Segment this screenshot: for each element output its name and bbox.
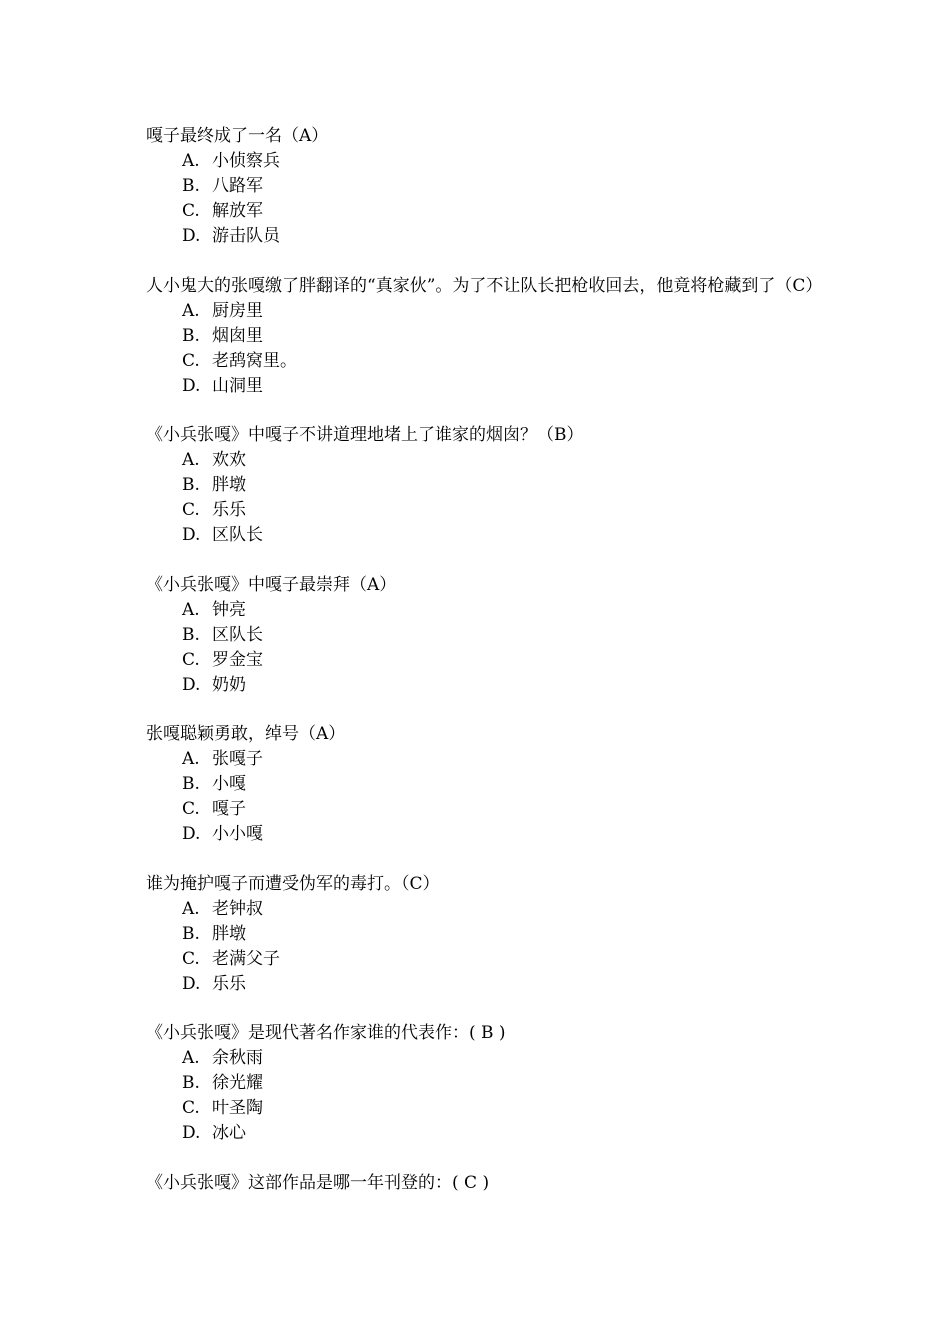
- option-b: [146, 473, 826, 498]
- option-letter: C.: [182, 201, 200, 221]
- option-text: 罗金宝: [212, 649, 263, 670]
- option-letter: A.: [182, 749, 200, 769]
- option-text: 乐乐: [212, 500, 246, 520]
- option-d: [146, 972, 826, 997]
- option-text: 解放军: [212, 201, 263, 221]
- option-letter: A.: [182, 1048, 200, 1068]
- option-text: 小小嘎: [212, 824, 263, 844]
- option-a: [146, 897, 826, 922]
- question-text: 《小兵张嘎》中嘎子最崇拜（A）: [146, 574, 397, 595]
- option-text: 徐光耀: [212, 1073, 263, 1093]
- option-a: [146, 149, 826, 174]
- option-b: [146, 623, 826, 648]
- option-text: 山洞里: [212, 375, 263, 396]
- option-letter: C.: [182, 500, 200, 520]
- option-text: 游击队员: [212, 226, 280, 246]
- question-text: 《小兵张嘎》中嘎子不讲道理地堵上了谁家的烟囱？（B）: [146, 425, 584, 445]
- option-letter: B.: [182, 475, 200, 495]
- option-list: [146, 299, 826, 399]
- question-8: [146, 1171, 826, 1196]
- option-d: [146, 224, 826, 249]
- option-c: [146, 797, 826, 822]
- option-list: [146, 149, 826, 249]
- option-text: 老鸹窝里。: [212, 350, 297, 371]
- question-5: [146, 722, 826, 847]
- option-text: 老钟叔: [212, 898, 263, 919]
- option-letter: A.: [182, 300, 200, 321]
- option-text: 区队长: [212, 525, 263, 545]
- option-letter: C.: [182, 948, 200, 969]
- option-letter: A.: [182, 898, 200, 919]
- question-text: 谁为掩护嘎子而遭受伪军的毒打。（C）: [146, 873, 440, 894]
- option-a: [146, 598, 826, 623]
- option-c: [146, 498, 826, 523]
- option-letter: D.: [182, 824, 201, 844]
- option-text: 小嘎: [212, 774, 246, 794]
- option-b: [146, 1071, 826, 1096]
- quiz-list: [146, 124, 826, 1220]
- option-text: 张嘎子: [212, 749, 263, 769]
- option-text: 欢欢: [212, 450, 246, 470]
- option-letter: D.: [182, 226, 201, 246]
- option-text: 余秋雨: [212, 1048, 263, 1068]
- option-a: [146, 448, 826, 473]
- question-3: [146, 423, 826, 548]
- option-a: [146, 1046, 826, 1071]
- option-d: [146, 822, 826, 847]
- option-text: 叶圣陶: [212, 1098, 263, 1118]
- question-2: [146, 274, 826, 399]
- option-text: 八路军: [212, 176, 263, 196]
- option-c: [146, 1096, 826, 1121]
- option-text: 胖墩: [212, 475, 246, 495]
- question-text: 《小兵张嘎》这部作品是哪一年刊登的：( C ): [146, 1172, 490, 1193]
- option-letter: C.: [182, 1098, 200, 1118]
- option-letter: B.: [182, 1073, 200, 1093]
- option-letter: A.: [182, 599, 200, 620]
- question-text: 嘎子最终成了一名（A）: [146, 126, 329, 146]
- option-b: [146, 772, 826, 797]
- option-text: 厨房里: [212, 300, 263, 321]
- option-letter: A.: [182, 151, 200, 171]
- option-text: 小侦察兵: [212, 151, 280, 171]
- option-list: [146, 897, 826, 997]
- option-text: 乐乐: [212, 973, 246, 994]
- option-text: 奶奶: [212, 674, 246, 695]
- question-6: [146, 872, 826, 997]
- option-list: [146, 1046, 826, 1146]
- option-d: [146, 523, 826, 548]
- question-text: 《小兵张嘎》是现代著名作家谁的代表作：( B ): [146, 1023, 506, 1043]
- option-d: [146, 1121, 826, 1146]
- option-c: [146, 947, 826, 972]
- option-c: [146, 648, 826, 673]
- option-b: [146, 922, 826, 947]
- option-d: [146, 374, 826, 399]
- option-text: 老满父子: [212, 948, 280, 969]
- option-text: 烟囱里: [212, 325, 263, 346]
- option-text: 区队长: [212, 624, 263, 645]
- option-text: 胖墩: [212, 923, 246, 944]
- option-letter: D.: [182, 1123, 201, 1143]
- option-c: [146, 199, 826, 224]
- option-letter: D.: [182, 375, 201, 396]
- question-4: [146, 573, 826, 698]
- question-7: [146, 1021, 826, 1146]
- option-list: [146, 747, 826, 847]
- option-letter: D.: [182, 525, 201, 545]
- option-text: 嘎子: [212, 799, 246, 819]
- question-text: 人小鬼大的张嘎缴了胖翻译的“真家伙”。为了不让队长把枪收回去，他竟将枪藏到了（C）: [146, 275, 823, 296]
- option-letter: B.: [182, 176, 200, 196]
- option-text: 钟亮: [212, 599, 246, 620]
- option-letter: B.: [182, 774, 200, 794]
- option-a: [146, 747, 826, 772]
- option-list: [146, 598, 826, 698]
- option-letter: C.: [182, 649, 200, 670]
- option-b: [146, 324, 826, 349]
- option-text: 冰心: [212, 1123, 246, 1143]
- option-d: [146, 673, 826, 698]
- option-letter: C.: [182, 350, 200, 371]
- question-1: [146, 124, 826, 249]
- option-b: [146, 174, 826, 199]
- option-a: [146, 299, 826, 324]
- option-letter: D.: [182, 973, 201, 994]
- option-letter: B.: [182, 325, 200, 346]
- option-letter: B.: [182, 923, 200, 944]
- question-text: 张嘎聪颖勇敢，绰号（A）: [146, 724, 346, 744]
- option-letter: D.: [182, 674, 201, 695]
- option-letter: C.: [182, 799, 200, 819]
- option-c: [146, 349, 826, 374]
- option-list: [146, 448, 826, 548]
- option-letter: A.: [182, 450, 200, 470]
- option-letter: B.: [182, 624, 200, 645]
